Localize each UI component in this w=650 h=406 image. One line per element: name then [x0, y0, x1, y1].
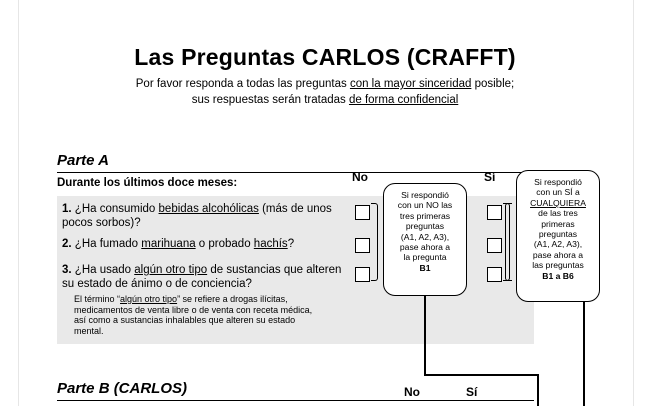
callout-si-line-8: pase ahora a — [532, 249, 584, 260]
flow-line-no-vertical-2 — [537, 374, 539, 406]
part-a-timeframe: Durante los últimos doce meses: — [57, 177, 238, 189]
callout-si-line-2: con un SÍ a — [536, 187, 580, 198]
column-header-si: Sí — [484, 170, 496, 184]
callout-no-line-7: la pregunta — [403, 252, 447, 263]
part-b-heading: Parte B (CARLOS) — [57, 380, 188, 397]
checkbox-q1-si[interactable] — [487, 205, 502, 220]
question-2-number: 2. — [62, 238, 72, 250]
callout-no-line-2: con un NO las — [397, 200, 453, 211]
checkbox-q3-si[interactable] — [487, 267, 502, 282]
flow-line-no-vertical — [424, 296, 426, 376]
question-2-underline: marihuana — [141, 238, 196, 250]
callout-no-branch — [383, 183, 467, 296]
callout-no-line-1: Si respondió — [401, 190, 449, 200]
callout-no-line-6: pase ahora a — [399, 242, 451, 253]
subtitle-2-pre: sus respuestas serán tratadas — [191, 94, 349, 106]
bracket-si-column-right — [503, 203, 510, 281]
question-1 — [62, 203, 337, 230]
question-1-text-post: (más de unos pocos sorbos)? — [62, 203, 332, 229]
question-2-underline-2: hachís — [253, 238, 288, 250]
callout-no-line-3: tres primeras — [399, 210, 451, 221]
flow-line-no-horizontal — [424, 374, 539, 376]
page-title: Las Preguntas CARLOS (CRAFFT) — [134, 44, 516, 70]
callout-si-line-1: Si respondió — [534, 177, 582, 187]
question-1-number: 1. — [62, 203, 72, 215]
question-3-text-pre: ¿Ha usado — [71, 264, 135, 276]
bracket-no-column — [371, 203, 378, 281]
question-2-text-post: ? — [287, 238, 295, 250]
callout-no-line-5: (A1, A2, A3), — [400, 231, 450, 242]
subtitle-line-2 — [0, 94, 650, 106]
question-2-text-mid: o probado — [195, 238, 254, 250]
question-3 — [62, 264, 342, 291]
subtitle-1-underline: con la mayor sinceridad — [349, 78, 472, 90]
callout-no-line-4: preguntas — [405, 221, 445, 232]
callout-si-line-6: preguntas — [538, 229, 578, 240]
callout-si-line-3: CUALQUIERA — [530, 197, 586, 208]
question-3-note — [74, 294, 324, 336]
column-header-no: No — [352, 170, 368, 184]
subtitle-line-1 — [0, 78, 650, 90]
callout-no-target: B1 — [419, 262, 431, 273]
question-3-text-post: de sustancias que alteren su estado de ánimo o de conciencia? — [62, 264, 342, 290]
question-1-underline: bebidas alcohólicas — [158, 203, 259, 215]
part-b-column-header-no: No — [404, 385, 420, 399]
flow-line-si-vertical — [583, 302, 585, 406]
part-b-divider — [57, 400, 534, 401]
subtitle-2-underline: de forma confidencial — [348, 94, 459, 106]
callout-si-line-9: las preguntas — [532, 260, 584, 271]
checkbox-q3-no[interactable] — [355, 267, 370, 282]
callout-si-line-4: de las tres — [538, 208, 578, 219]
question-2-text-pre: ¿Ha fumado — [71, 238, 142, 250]
subtitle-1-pre: Por favor responda a todas las preguntas — [135, 78, 350, 90]
callout-si-line-5: primeras — [541, 218, 575, 229]
question-1-text-pre: ¿Ha consumido — [71, 203, 159, 215]
checkbox-q1-no[interactable] — [355, 205, 370, 220]
callout-si-line-7: (A1, A2, A3), — [533, 239, 583, 250]
callout-si-branch — [516, 170, 600, 302]
question-3-note-post: ” se refiere a drogas ilícitas, medicamentos de venta libre o de venta con receta médica, así como a sustancias inhalables que alteren su estado mental. — [74, 294, 313, 336]
part-a-divider — [57, 172, 534, 173]
question-3-underline: algún otro tipo — [134, 264, 208, 276]
checkbox-q2-no[interactable] — [355, 238, 370, 253]
question-2 — [62, 238, 352, 252]
part-a-heading: Parte A — [57, 152, 109, 169]
question-3-note-pre: El término “ — [74, 294, 121, 304]
callout-si-target: B1 a B6 — [542, 270, 574, 281]
part-b-column-header-si: Sí — [466, 385, 478, 399]
question-3-note-underline: algún otro tipo — [120, 294, 178, 304]
subtitle-1-post: posible; — [471, 78, 515, 90]
question-3-number: 3. — [62, 264, 72, 276]
checkbox-q2-si[interactable] — [487, 238, 502, 253]
